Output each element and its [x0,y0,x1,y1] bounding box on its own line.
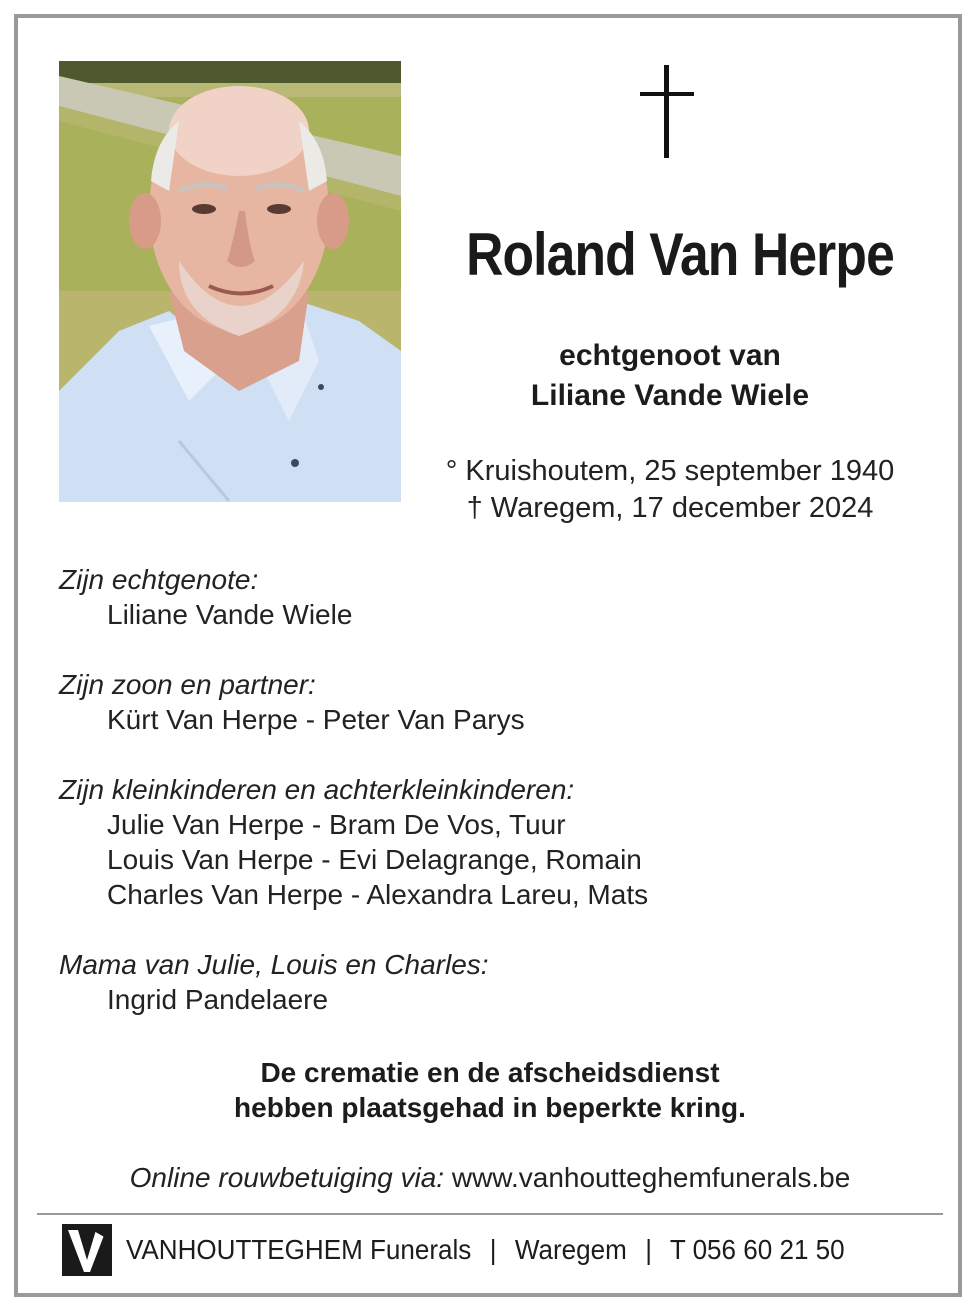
family-list [59,562,919,1052]
cross-icon [640,65,694,158]
vanhoutteghem-logo-icon [62,1224,112,1276]
online-condolence [40,1160,940,1195]
birth-date: ° Kruishoutem, 25 september 1940 [445,455,895,487]
death-date: † Waregem, 17 december 2024 [466,492,874,524]
family-role: Zijn kleinkinderen en achterkleinkinderen: [59,774,575,805]
family-role: Mama van Julie, Louis en Charles: [59,949,489,980]
family-member: Charles Van Herpe - Alexandra Lareu, Mats [107,879,649,910]
footer-text [126,1234,845,1266]
family-member: Julie Van Herpe - Bram De Vos, Tuur [107,809,566,840]
dates-block [420,453,920,527]
footer-city: Waregem [514,1234,627,1265]
family-group-son [59,667,919,737]
online-url[interactable]: www.vanhoutteghemfunerals.be [451,1162,851,1193]
family-member: Ingrid Pandelaere [107,984,329,1015]
family-member: Kürt Van Herpe - Peter Van Parys [107,704,525,735]
footer-divider [37,1213,943,1215]
family-group-spouse [59,562,919,632]
ceremony-line: hebben plaatsgehad in beperkte kring. [234,1092,746,1123]
family-group-mother [59,947,919,1017]
footer [62,1224,899,1276]
ceremony-notice [100,1055,880,1125]
ceremony-line: De crematie en de afscheidsdienst [260,1057,720,1088]
online-label: Online rouwbetuiging via: [129,1162,445,1193]
portrait-photo [59,61,401,502]
family-member: Louis Van Herpe - Evi Delagrange, Romain [107,844,642,875]
footer-company: VANHOUTTEGHEM Funerals [126,1234,472,1265]
deceased-name: Roland Van Herpe [466,221,894,288]
spouse-label: echtgenoot van [559,339,781,372]
footer-separator: | [489,1234,497,1265]
family-role: Zijn zoon en partner: [59,669,316,700]
family-group-grandchildren [59,772,919,912]
family-role: Zijn echtgenote: [59,564,259,595]
spouse-block [440,336,900,416]
footer-separator: | [645,1234,652,1265]
footer-phone: T 056 60 21 50 [669,1234,845,1265]
spouse-name: Liliane Vande Wiele [530,379,810,412]
family-member: Liliane Vande Wiele [107,599,353,630]
